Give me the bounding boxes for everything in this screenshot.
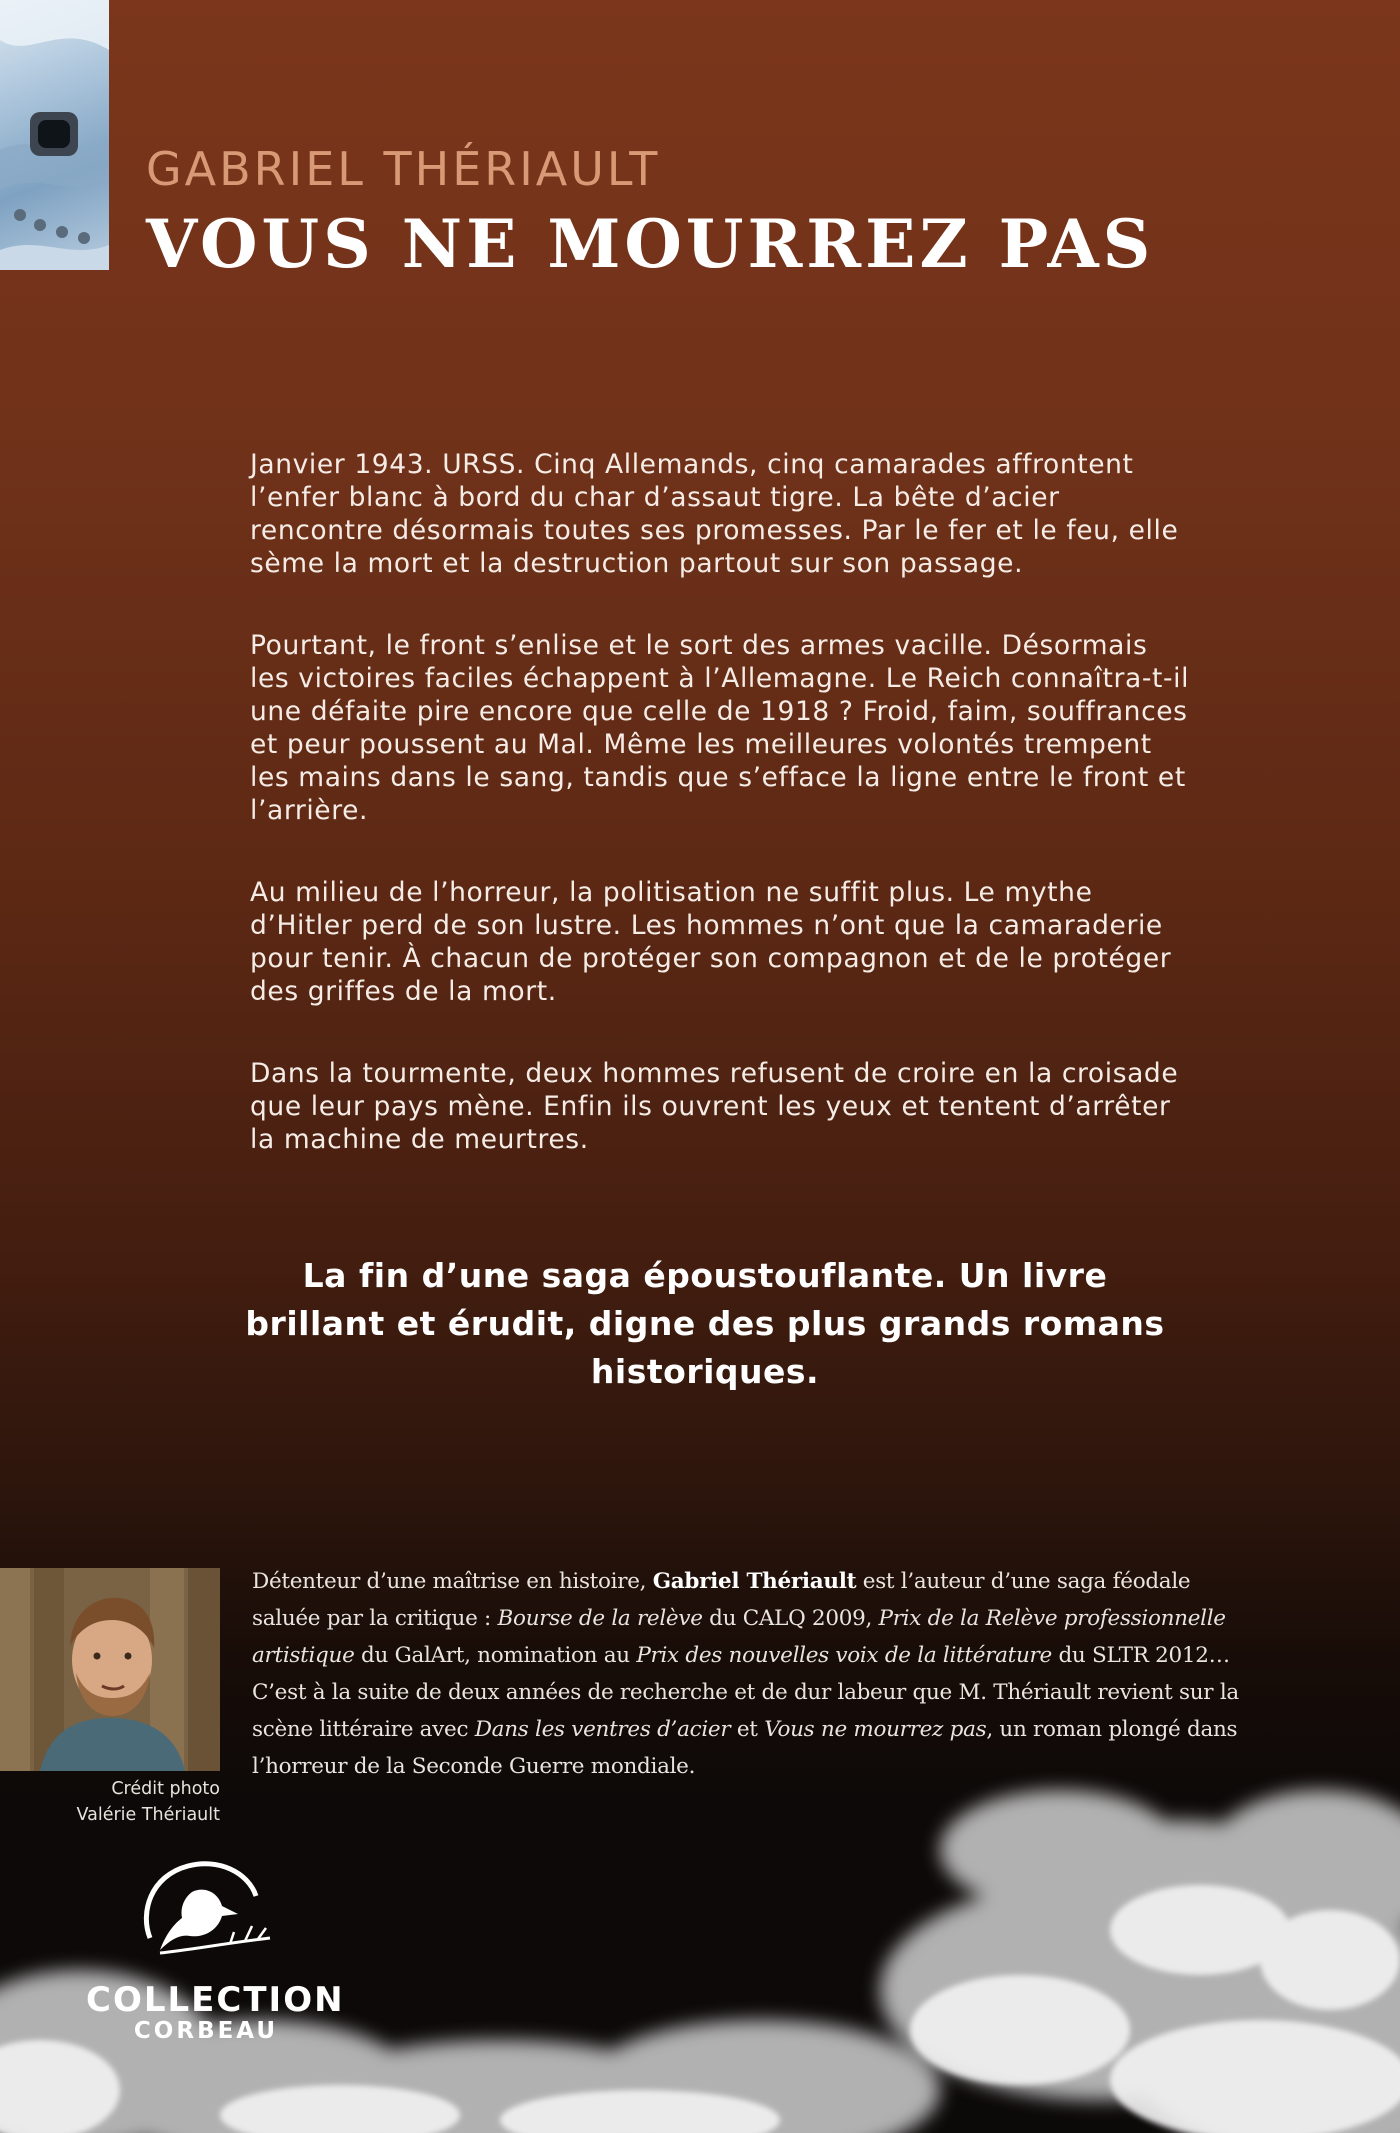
photo-credit-label: Crédit photo xyxy=(111,1779,220,1799)
logo-corbeau: CORBEAU xyxy=(133,2018,279,2044)
blurb-paragraph: Janvier 1943. URSS. Cinq Allemands, cinq camarades affrontent l’enfer blanc à bord du char d’assaut tigre. La bête d’acier rencontre désormais toutes ses promesses. Par le fer et le feu, elle sème la mort et la destruction partout sur son passage. xyxy=(250,449,1179,579)
bio-author-name: Gabriel Thériault xyxy=(652,1569,857,1594)
blurb-paragraph: Pourtant, le front s’enlise et le sort des armes vacille. Désormais les victoires faciles échappent à l’Allemagne. Le Reich connaîtra-t-il une défaite pire encore que celle de 1918 ? Froid, faim, souffrances et peur poussent au Mal. Même les meilleures volontés trempent les mains dans le sang, tandis que s’efface la ligne entre le front et l’arrière. xyxy=(250,630,1190,826)
blurb-paragraph: Dans la tourmente, deux hommes refusent de croire en la croisade que leur pays mène. Enfin ils ouvrent les yeux et tentent d’arrêter la machine de meurtres. xyxy=(250,1058,1179,1155)
author-photo xyxy=(0,1568,220,1771)
bio-text: , un roman plongé dans l’horreur de la Seconde Guerre mondiale. xyxy=(252,1717,1238,1779)
blurb xyxy=(250,448,1190,1205)
bio-text: est l’auteur d’une saga féodale saluée par la critique : xyxy=(252,1569,1191,1631)
bio-book-title: Dans les ventres d’acier xyxy=(474,1717,731,1742)
author-bio xyxy=(252,1563,1252,1785)
bio-text: du CALQ 2009, xyxy=(702,1606,879,1631)
bio-award: Bourse de la relève xyxy=(497,1606,703,1631)
bio-book-title: Vous ne mourrez pas xyxy=(764,1717,987,1742)
bio-award: Prix de la Relève professionnelle artistique xyxy=(252,1606,1226,1668)
photo-credit-name: Valérie Thériault xyxy=(76,1805,220,1825)
bio-text: du GalArt, nomination au xyxy=(354,1643,637,1668)
blurb-paragraph: Au milieu de l’horreur, la politisation ne suffit plus. Le mythe d’Hitler perd de son lustre. Les hommes n’ont que la camaraderie pour tenir. À chacun de protéger son compagnon et de le protéger des griffes de la mort. xyxy=(250,877,1172,1007)
bio-text: Détenteur d’une maîtrise en histoire, xyxy=(252,1569,653,1594)
tagline: La fin d’une saga époustouflante. Un livre brillant et érudit, digne des plus grands romans historiques. xyxy=(245,1256,1165,1391)
book-title: VOUS NE MOURREZ PAS xyxy=(146,205,1155,283)
bio-text: et xyxy=(730,1717,765,1742)
raven-icon xyxy=(130,1858,280,1978)
author-name: GABRIEL THÉRIAULT xyxy=(146,142,661,196)
tank-snow-photo xyxy=(0,0,109,270)
bio-text: du SLTR 2012… C’est à la suite de deux années de recherche et de dur labeur que M. Thériault revient sur la scène littéraire avec xyxy=(252,1643,1239,1742)
bio-award: Prix des nouvelles voix de la littérature xyxy=(636,1643,1052,1668)
logo-collection: COLLECTION xyxy=(86,1980,345,2020)
collection-corbeau-logo xyxy=(86,1858,345,2058)
